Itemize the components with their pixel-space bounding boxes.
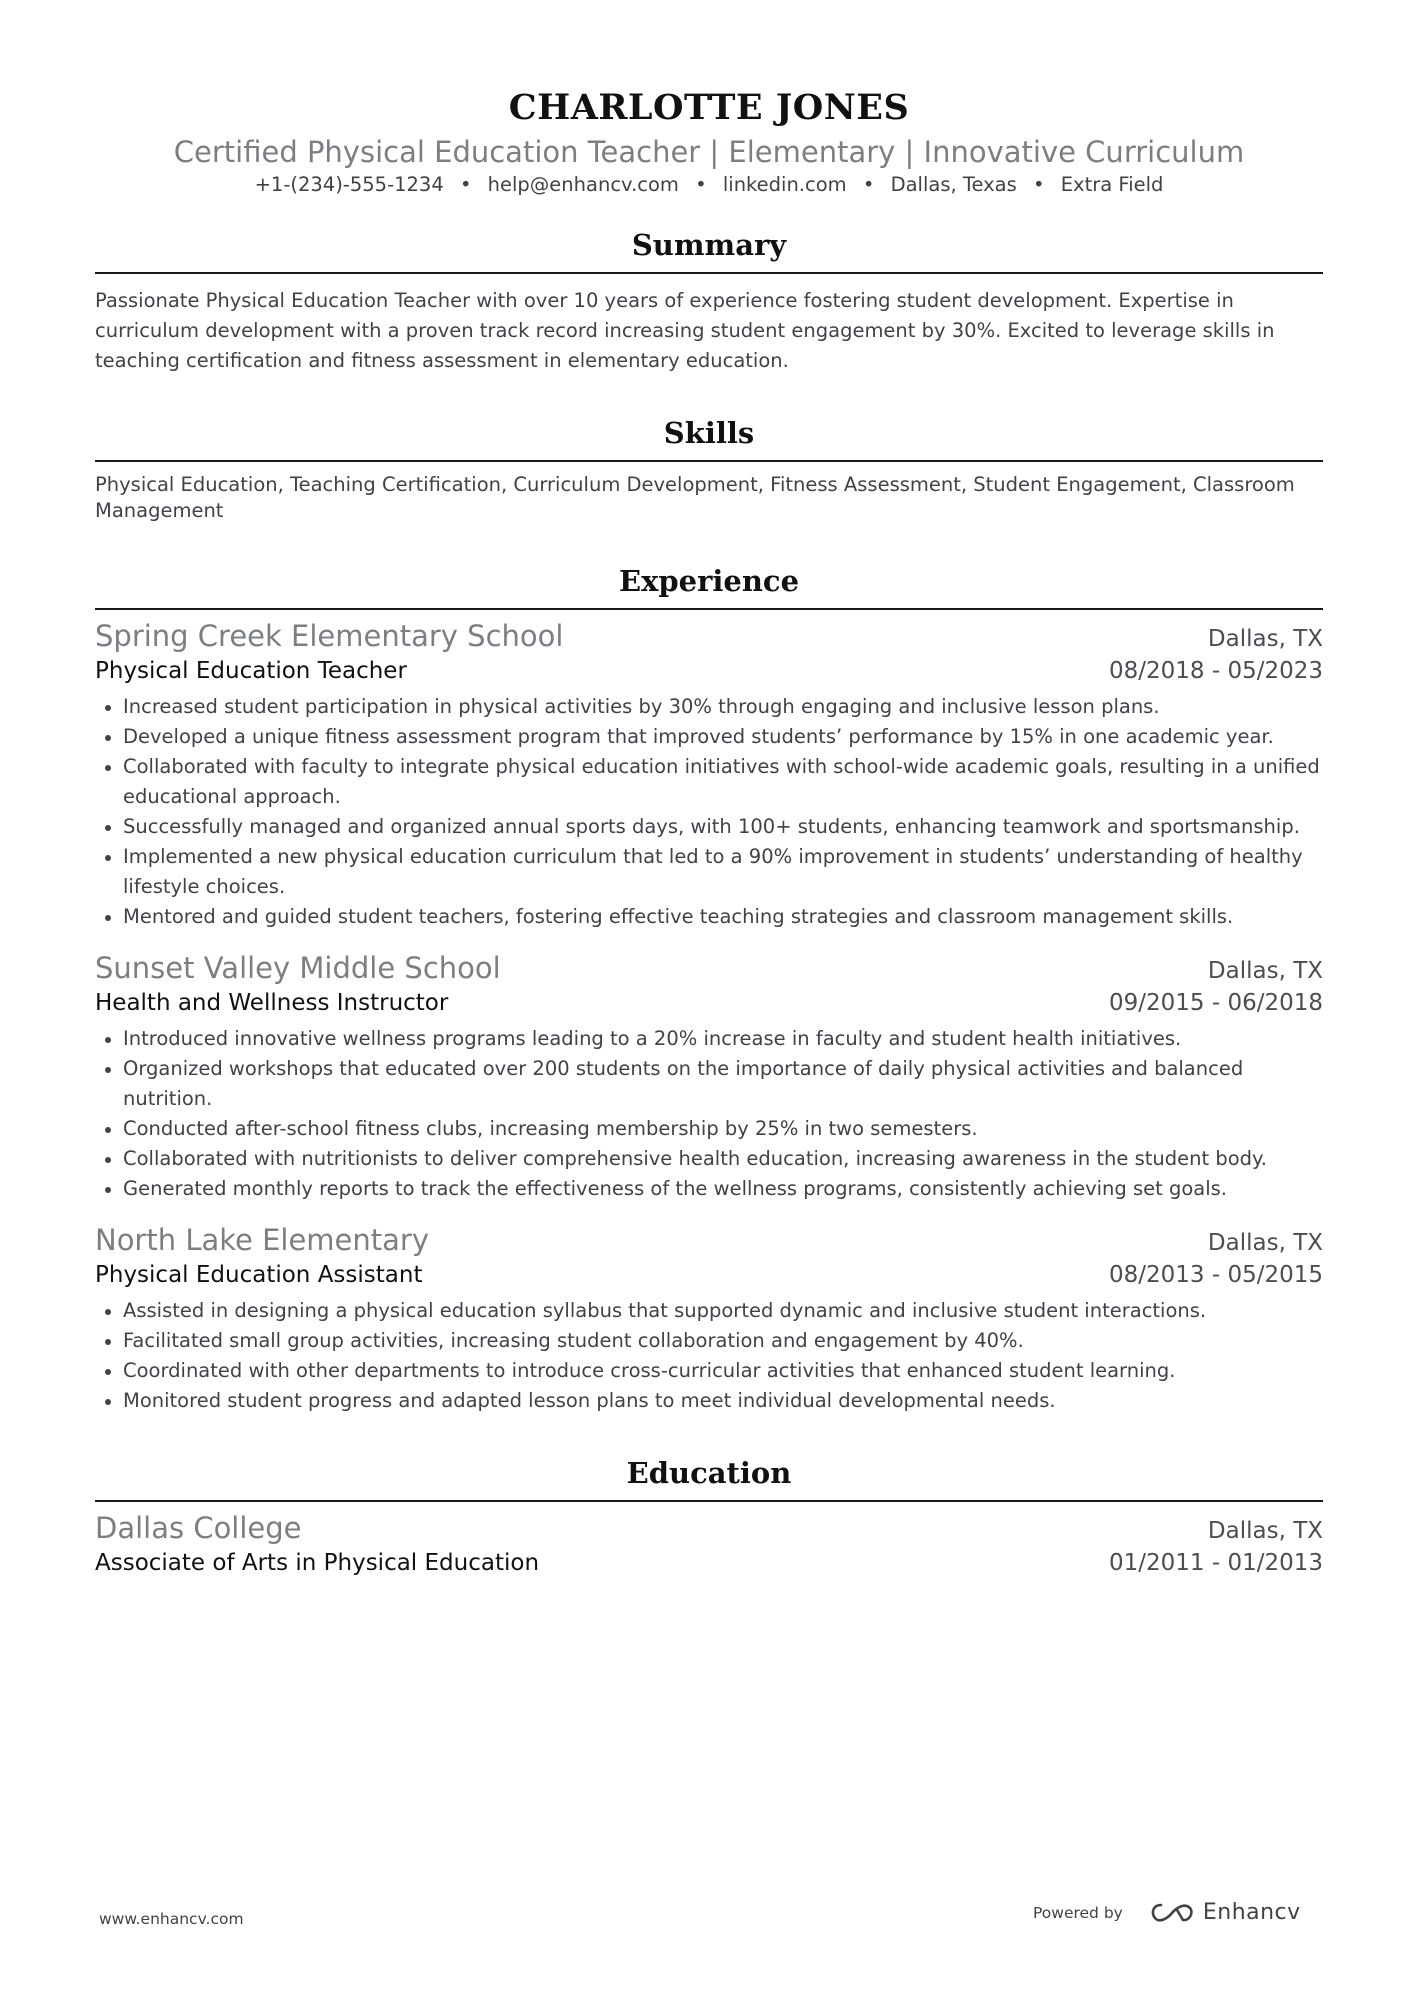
list-item: Introduced innovative wellness programs leading to a 20% increase in faculty and student health initiatives. — [95, 1024, 1323, 1054]
list-item: Coordinated with other departments to introduce cross-curricular activities that enhanced student learning. — [95, 1356, 1323, 1386]
list-item: Conducted after-school fitness clubs, increasing membership by 25% in two semesters. — [95, 1114, 1323, 1144]
job-location: Dallas, TX — [1207, 958, 1323, 984]
summary-section — [95, 226, 1323, 376]
list-item: Generated monthly reports to track the effectiveness of the wellness programs, consistently achieving set goals. — [95, 1174, 1323, 1204]
section-divider — [95, 460, 1323, 462]
experience-section — [95, 562, 1323, 1416]
contact-separator: • — [1033, 173, 1045, 196]
list-item: Successfully managed and organized annual sports days, with 100+ students, enhancing teamwork and sportsmanship. — [95, 812, 1323, 842]
candidate-name: CHARLOTTE JONES — [508, 87, 910, 128]
contact-separator: • — [862, 173, 875, 196]
job-dates: 09/2015 - 06/2018 — [1108, 990, 1323, 1016]
contact-linkedin[interactable]: linkedin.com — [722, 173, 847, 196]
section-title-education: Education — [626, 1456, 792, 1490]
education-section — [95, 1454, 1323, 1580]
list-item: Assisted in designing a physical education syllabus that supported dynamic and inclusive student interactions. — [95, 1296, 1323, 1326]
job-location: Dallas, TX — [1207, 626, 1323, 652]
section-title-summary: Summary — [631, 228, 787, 262]
job-role: Physical Education Teacher — [95, 658, 407, 684]
education-degree: Associate of Arts in Physical Education — [95, 1550, 540, 1576]
candidate-headline: Certified Physical Education Teacher | Elementary | Innovative Curriculum — [173, 135, 1245, 169]
contact-phone: +1-(234)-555-1234 — [254, 173, 444, 196]
job-dates: 08/2013 - 05/2015 — [1108, 1262, 1323, 1288]
list-item: Collaborated with nutritionists to deliver comprehensive health education, increasing awareness in the student body. — [95, 1144, 1323, 1174]
job-dates: 08/2018 - 05/2023 — [1108, 658, 1323, 684]
list-item: Implemented a new physical education curriculum that led to a 90% improvement in students’ understanding of healthy lifestyle choices. — [95, 842, 1323, 902]
education-location: Dallas, TX — [1207, 1518, 1323, 1544]
job-entry — [95, 618, 1323, 932]
job-entry — [95, 950, 1323, 1204]
job-role: Physical Education Assistant — [95, 1262, 423, 1288]
list-item: Monitored student progress and adapted lesson plans to meet individual developmental needs. — [95, 1386, 1323, 1416]
skills-text: Physical Education, Teaching Certification, Curriculum Development, Fitness Assessment, Student Engagement, Classroom Management — [95, 473, 1295, 522]
contact-line — [95, 172, 1323, 198]
contact-extra: Extra Field — [1060, 173, 1164, 196]
section-title-skills: Skills — [663, 416, 755, 450]
education-entry — [95, 1510, 1323, 1580]
contact-email[interactable]: help@enhancv.com — [487, 173, 679, 196]
list-item: Developed a unique fitness assessment program that improved students’ performance by 15% in one academic year. — [95, 722, 1323, 752]
section-title-experience: Experience — [618, 564, 800, 598]
enhancv-logo-icon — [1149, 1901, 1195, 1925]
skills-section — [95, 414, 1323, 524]
job-location: Dallas, TX — [1207, 1230, 1323, 1256]
job-bullets — [95, 692, 1323, 932]
section-divider — [95, 1500, 1323, 1502]
summary-text: Passionate Physical Education Teacher with over 10 years of experience fostering student development. Expertise in curriculum development with a proven track record increasing student engagement by 30%. Excited to leverage skills in teaching certification and fitness assessment in elementary education. — [95, 289, 1275, 372]
resume-header — [95, 0, 1323, 198]
list-item: Facilitated small group activities, increasing student collaboration and engagement by 40%. — [95, 1326, 1323, 1356]
footer-branding — [1033, 1900, 1301, 1925]
list-item: Increased student participation in physical activities by 30% through engaging and inclusive lesson plans. — [95, 692, 1323, 722]
job-entry — [95, 1222, 1323, 1416]
job-organization: North Lake Elementary — [95, 1223, 429, 1257]
contact-location: Dallas, Texas — [890, 173, 1017, 196]
section-divider — [95, 608, 1323, 610]
section-divider — [95, 272, 1323, 274]
resume-page — [95, 0, 1323, 1580]
powered-by-label: Powered by — [1033, 1903, 1123, 1922]
job-role: Health and Wellness Instructor — [95, 990, 449, 1016]
job-bullets — [95, 1024, 1323, 1204]
list-item: Organized workshops that educated over 200 students on the importance of daily physical activities and balanced nutrition. — [95, 1054, 1323, 1114]
footer-website[interactable]: www.enhancv.com — [99, 1910, 244, 1928]
contact-separator: • — [695, 173, 707, 196]
list-item: Mentored and guided student teachers, fostering effective teaching strategies and classroom management skills. — [95, 902, 1323, 932]
list-item: Collaborated with faculty to integrate physical education initiatives with school-wide academic goals, resulting in a unified educational approach. — [95, 752, 1323, 812]
contact-separator: • — [459, 173, 472, 196]
job-organization: Spring Creek Elementary School — [95, 619, 564, 653]
job-bullets — [95, 1296, 1323, 1416]
education-institution: Dallas College — [95, 1511, 302, 1545]
enhancv-brand-name: Enhancv — [1202, 1900, 1301, 1925]
job-organization: Sunset Valley Middle School — [95, 951, 501, 985]
education-dates: 01/2011 - 01/2013 — [1108, 1550, 1323, 1576]
